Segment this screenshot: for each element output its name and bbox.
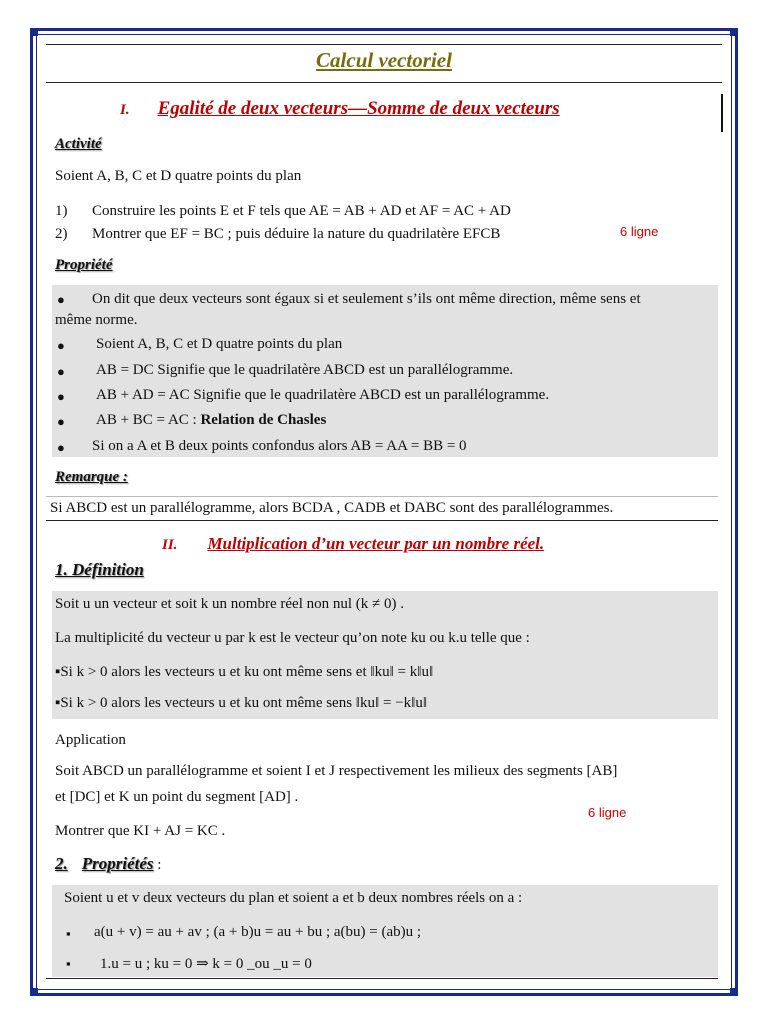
activite-item-1: Construire les points E et F tels que AE = AB + AD et AF = AC + AD (92, 203, 511, 219)
frame-corner (730, 988, 738, 996)
bullet-icon: ● (57, 389, 65, 404)
divider (46, 520, 718, 521)
frame-corner (30, 28, 38, 36)
text-cursor (721, 94, 723, 132)
definition-heading: 1. Définition (55, 560, 144, 579)
propriete-line-2: Soient A, B, C et D quatre points du plan (96, 336, 343, 352)
proprietes-heading-number: 2. (55, 854, 68, 873)
divider (46, 978, 718, 979)
application-line-2: et [DC] et K un point du segment [AD] . (55, 789, 299, 805)
definition-line-3: ▪Si k > 0 alors les vecteurs u et ku ont même sens et ‖ku‖ = k‖u‖ (55, 664, 434, 680)
bullet-icon: ● (57, 364, 65, 379)
definition-line-2: La multiplicité du vecteur u par k est le vecteur qu’on note ku ou k.u telle que : (55, 630, 530, 646)
activite-heading: Activité (55, 136, 102, 152)
activite-note: 6 ligne (620, 224, 659, 239)
activite-item-2-number: 2) (55, 226, 68, 242)
application-note: 6 ligne (588, 805, 627, 820)
propriete-line-1: On dit que deux vecteurs sont égaux si et seulement s’ils ont même direction, même sens et (92, 291, 641, 307)
proprietes-line-2: a(u + v) = au + av ; (a + b)u = au + bu ; a(bu) = (ab)u ; (94, 924, 422, 940)
proprietes-heading-text: Propriétés (81, 854, 154, 873)
propriete-line-6: Si on a A et B deux points confondus alors AB = AA = BB = 0 (92, 438, 467, 454)
application-line-3: Montrer que KI + AJ = KC . (55, 823, 226, 839)
bullet-icon: ● (57, 292, 65, 307)
section-2-title: Multiplication d’un vecteur par un nombre réel. (207, 534, 545, 553)
section-2-heading (162, 534, 544, 554)
divider (46, 496, 718, 497)
frame-corner (730, 28, 738, 36)
chasles-label: Relation de Chasles (200, 412, 327, 428)
bullet-icon: ▪ (66, 956, 71, 971)
remarque-text: Si ABCD est un parallélogramme, alors BCDA , CADB et DABC sont des parallélogrammes. (50, 500, 614, 516)
section-1-title: Egalité de deux vecteurs—Somme de deux vecteurs (157, 98, 560, 119)
section-1-heading (120, 98, 560, 120)
section-2-number: II. (162, 537, 178, 553)
activite-intro: Soient A, B, C et D quatre points du plan (55, 168, 302, 184)
propriete-line-4: AB + AD = AC Signifie que le quadrilatère ABCD est un parallélogramme. (96, 387, 550, 403)
bullet-icon: ● (57, 338, 65, 353)
propriete-line-1b: même norme. (55, 312, 138, 328)
proprietes-line-3: 1.u = u ; ku = 0 ⇒ k = 0 _ou _u = 0 (100, 956, 312, 972)
bullet-icon: ▪ (66, 926, 71, 941)
title-rule-bottom (46, 82, 722, 83)
section-1-number: I. (120, 102, 130, 118)
application-line-1: Soit ABCD un parallélogramme et soient I et J respectivement les milieux des segments [AB] (55, 763, 618, 779)
definition-line-1: Soit u un vecteur et soit k un nombre réel non nul (k ≠ 0) . (55, 596, 404, 612)
propriete-line-3: AB = DC Signifie que le quadrilatère ABCD est un parallélogramme. (96, 362, 514, 378)
frame-corner (30, 988, 38, 996)
definition-line-4: ▪Si k > 0 alors les vecteurs u et ku ont même sens ‖ku‖ = −k‖u‖ (55, 695, 428, 711)
bullet-icon: ● (57, 440, 65, 455)
chasles-formula: AB + BC = AC : (96, 412, 201, 428)
page-title: Calcul vectoriel (316, 48, 452, 72)
propriete-line-5 (96, 412, 326, 429)
propriete-heading: Propriété (55, 257, 113, 273)
application-heading: Application (55, 732, 126, 748)
remarque-heading: Remarque : (55, 469, 128, 485)
proprietes-heading-colon: : (153, 857, 162, 873)
activite-item-2: Montrer que EF = BC ; puis déduire la nature du quadrilatère EFCB (92, 226, 501, 242)
proprietes-heading (55, 854, 161, 874)
activite-item-1-number: 1) (55, 203, 68, 219)
bullet-icon: ● (57, 414, 65, 429)
title-rule-top (46, 44, 722, 45)
proprietes-line-1: Soient u et v deux vecteurs du plan et soient a et b deux nombres réels on a : (64, 890, 523, 906)
